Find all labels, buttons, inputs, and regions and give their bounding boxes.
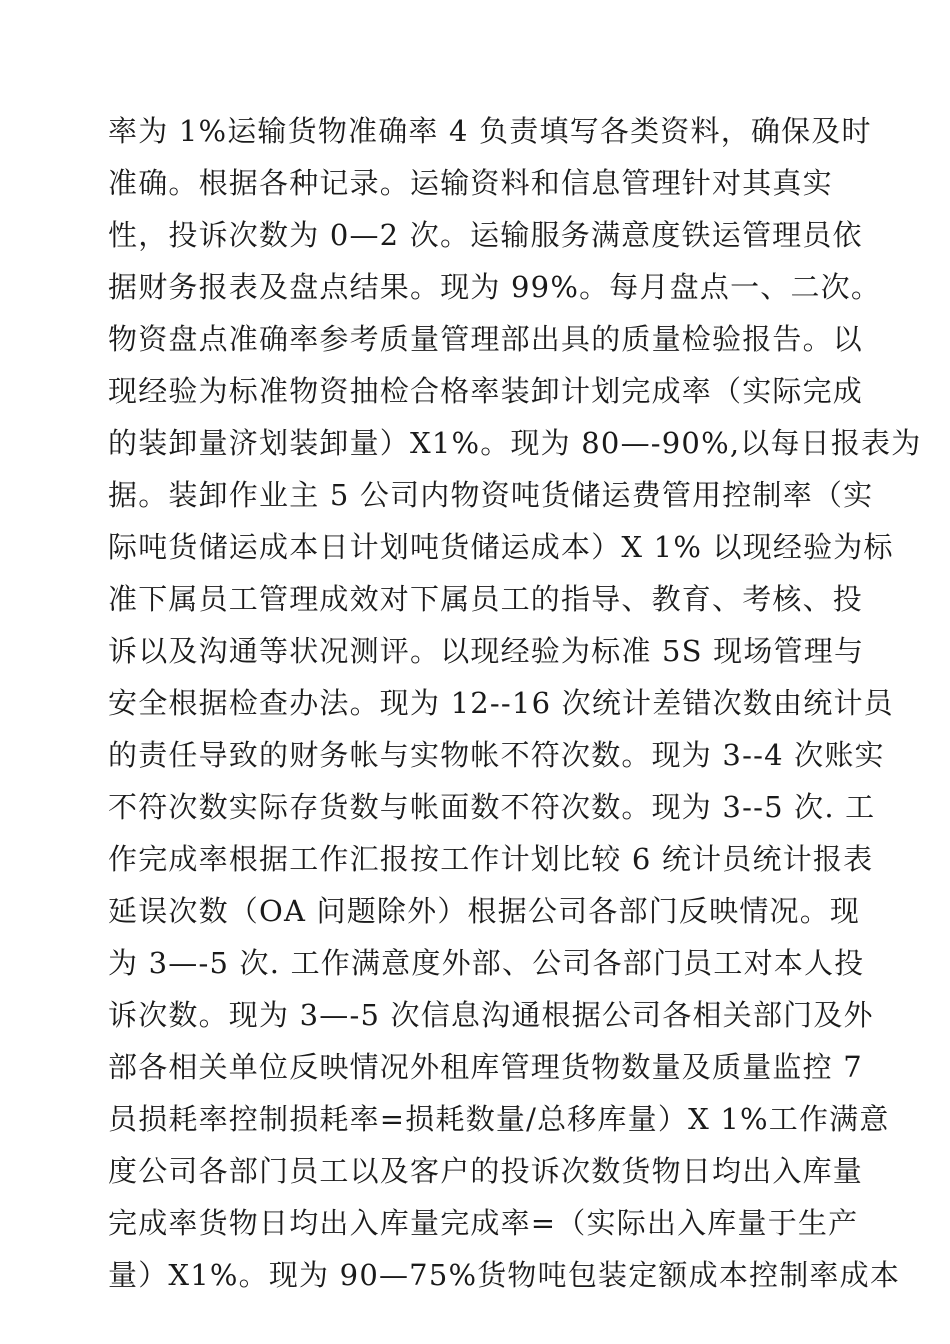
text-line: 准确。根据各种记录。运输资料和信息管理针对其真实 [108,166,833,200]
text-line: 诉以及沟通等状况测评。以现经验为标准 5S 现场管理与 [108,634,865,668]
text-line: 性，投诉次数为 0—2 次。运输服务满意度铁运管理员依 [108,218,863,252]
text-line: 准下属员工管理成效对下属员工的指导、教育、考核、投 [108,582,864,616]
text-line: 际吨货储运成本日计划吨货储运成本）X 1% 以现经验为标 [108,530,894,564]
text-line: 员损耗率控制损耗率=损耗数量/总移库量）X 1%工作满意 [108,1102,890,1136]
text-line: 据财务报表及盘点结果。现为 99%。每月盘点一、二次。 [108,270,882,304]
text-line: 现经验为标准物资抽检合格率装卸计划完成率（实际完成 [108,374,864,408]
text-line: 度公司各部门员工以及客户的投诉次数货物日均出入库量 [108,1154,864,1188]
text-line: 的责任导致的财务帐与实物帐不符次数。现为 3--4 次账实 [108,738,885,772]
text-line: 不符次数实际存货数与帐面数不符次数。现为 3--5 次. 工 [108,790,876,824]
text-line: 诉次数。现为 3—-5 次信息沟通根据公司各相关部门及外 [108,998,874,1032]
text-line: 为 3—-5 次. 工作满意度外部、公司各部门员工对本人投 [108,946,865,980]
text-line: 物资盘点准确率参考质量管理部出具的质量检验报告。以 [108,322,864,356]
text-line: 安全根据检查办法。现为 12--16 次统计差错次数由统计员 [108,686,894,720]
text-line: 部各相关单位反映情况外租库管理货物数量及质量监控 7 [108,1050,863,1084]
text-line: 量）X1%。现为 90—75%货物吨包装定额成本控制率成本 [108,1258,901,1292]
text-line: 延误次数（OA 问题除外）根据公司各部门反映情况。现 [108,894,861,928]
text-line: 的装卸量济划装卸量）X1%。现为 80—-90%,以每日报表为 [108,426,922,460]
text-line: 作完成率根据工作汇报按工作计划比较 6 统计员统计报表 [108,842,874,876]
text-line: 据。装卸作业主 5 公司内物资吨货储运费管用控制率（实 [108,478,874,512]
text-line: 完成率货物日均出入库量完成率=（实际出入库量于生产 [108,1206,859,1240]
body-paragraph [108,105,922,1301]
text-line: 率为 1%运输货物准确率 4 负责填写各类资料，确保及时 [108,114,872,148]
